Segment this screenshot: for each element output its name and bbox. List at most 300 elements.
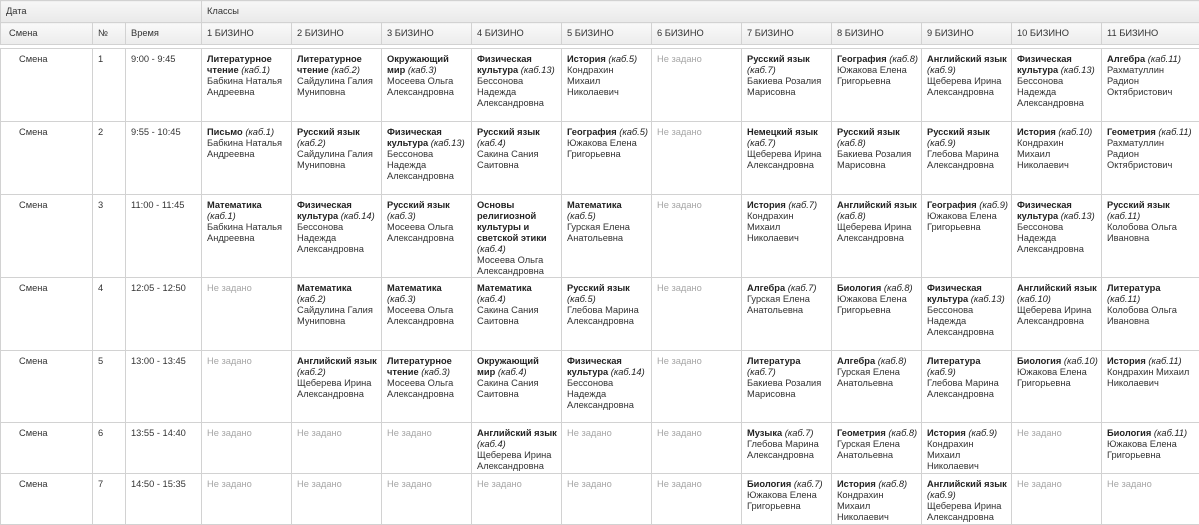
room-number: (каб.7)	[787, 283, 817, 293]
subject-name: История	[567, 54, 606, 64]
lesson-time-cell: 9:55 - 10:45	[126, 122, 202, 195]
empty-lesson-text: Не задано	[657, 479, 702, 489]
subject-name: Английский язык	[477, 428, 557, 438]
lesson-cell[interactable]	[472, 49, 562, 122]
empty-lesson-cell[interactable]	[1102, 474, 1199, 525]
empty-lesson-text: Не задано	[477, 479, 522, 489]
teacher-name: Мосеева Ольга Александровна	[387, 222, 454, 243]
class-column-header: 1 БИЗИНО	[202, 23, 292, 45]
lesson-cell[interactable]	[202, 122, 292, 195]
subject-name: Литературное чтение	[387, 356, 452, 377]
lesson-cell[interactable]	[562, 195, 652, 278]
room-number: (каб.10)	[1063, 356, 1098, 366]
room-number: (каб.10)	[1017, 294, 1051, 304]
teacher-name: Бессонова Надежда Александровна	[927, 305, 994, 337]
room-number: (каб.8)	[837, 211, 866, 221]
subject-name: Биология	[1107, 428, 1152, 438]
subject-name: Русский язык	[477, 127, 540, 137]
teacher-name: Кондрахин Михаил Николаевич	[1017, 138, 1069, 170]
empty-lesson-text: Не задано	[207, 356, 252, 366]
teacher-name: Бессонова Надежда Александровна	[567, 378, 634, 410]
empty-lesson-cell[interactable]	[652, 122, 742, 195]
room-number: (каб.8)	[878, 479, 908, 489]
lesson-cell[interactable]	[832, 423, 922, 474]
room-number: (каб.7)	[747, 367, 776, 377]
teacher-name: Гурская Елена Анатольевна	[747, 294, 810, 315]
empty-lesson-cell[interactable]	[652, 49, 742, 122]
empty-lesson-text: Не задано	[1017, 428, 1062, 438]
class-column-header: 4 БИЗИНО	[472, 23, 562, 45]
teacher-name: Бакиева Розалия Марисовна	[747, 378, 822, 399]
teacher-name: Южакова Елена Григорьевна	[567, 138, 637, 159]
empty-lesson-cell[interactable]	[202, 474, 292, 525]
subject-name: Русский язык	[837, 127, 900, 137]
subject-name: История	[1107, 356, 1146, 366]
smena-cell: Смена	[1, 351, 93, 423]
teacher-name: Бессонова Надежда Александровна	[1017, 222, 1084, 254]
lesson-cell[interactable]	[562, 49, 652, 122]
teacher-name: Глебова Марина Александровна	[927, 378, 999, 399]
room-number: (каб.3)	[387, 211, 416, 221]
lesson-cell[interactable]	[832, 122, 922, 195]
teacher-name: Щеберева Ирина Александровна	[477, 450, 552, 471]
lesson-cell[interactable]	[742, 278, 832, 351]
teacher-name: Сакина Сания Саитовна	[477, 378, 539, 399]
lesson-cell[interactable]	[922, 423, 1012, 474]
class-column-header: 10 БИЗИНО	[1012, 23, 1102, 45]
room-number: (каб.4)	[497, 367, 527, 377]
teacher-name: Сакина Сания Саитовна	[477, 305, 539, 326]
smena-cell: Смена	[1, 423, 93, 474]
empty-lesson-text: Не задано	[657, 127, 702, 137]
lesson-cell[interactable]	[1102, 195, 1199, 278]
lesson-cell[interactable]	[472, 195, 562, 278]
empty-lesson-text: Не задано	[387, 479, 432, 489]
teacher-name: Бакиева Розалия Марисовна	[837, 149, 912, 170]
room-number: (каб.3)	[407, 65, 437, 75]
subject-name: Литературное чтение	[207, 54, 272, 75]
lesson-cell[interactable]	[1012, 278, 1102, 351]
teacher-name: Щеберева Ирина Александровна	[297, 378, 372, 399]
lesson-cell[interactable]	[472, 278, 562, 351]
subject-name: Русский язык	[567, 283, 630, 293]
subject-name: Английский язык	[927, 479, 1007, 489]
empty-lesson-cell[interactable]	[1012, 474, 1102, 525]
room-number: (каб.13)	[970, 294, 1005, 304]
lesson-cell[interactable]	[382, 278, 472, 351]
lesson-number-cell: 1	[93, 49, 126, 122]
empty-lesson-cell[interactable]	[1012, 423, 1102, 474]
room-number: (каб.5)	[567, 294, 596, 304]
empty-lesson-cell[interactable]	[202, 423, 292, 474]
room-number: (каб.3)	[387, 294, 416, 304]
room-number: (каб.2)	[297, 138, 326, 148]
lesson-time-cell: 12:05 - 12:50	[126, 278, 202, 351]
empty-lesson-text: Не задано	[297, 428, 342, 438]
lesson-row	[1, 49, 1199, 122]
empty-lesson-cell[interactable]	[382, 423, 472, 474]
empty-lesson-cell[interactable]	[292, 423, 382, 474]
room-number: (каб.2)	[297, 294, 326, 304]
subject-name: История	[1017, 127, 1056, 137]
teacher-name: Бессонова Надежда Александровна	[387, 149, 454, 181]
lesson-cell[interactable]	[922, 474, 1012, 525]
empty-lesson-text: Не задано	[657, 54, 702, 64]
smena-cell: Смена	[1, 195, 93, 278]
lesson-cell[interactable]	[382, 195, 472, 278]
room-number: (каб.11)	[1107, 211, 1141, 221]
room-number: (каб.4)	[477, 294, 506, 304]
room-number: (каб.13)	[1060, 65, 1095, 75]
subject-name: Письмо	[207, 127, 243, 137]
subject-name: Окружающий мир	[477, 356, 539, 377]
subject-name: Основы религиозной культуры и светской этики	[477, 200, 547, 243]
lesson-time-cell: 13:00 - 13:45	[126, 351, 202, 423]
teacher-name: Мосеева Ольга Александровна	[387, 76, 454, 97]
subject-name: Математика	[387, 283, 442, 293]
room-number: (каб.7)	[747, 138, 776, 148]
room-number: (каб.2)	[331, 65, 360, 75]
lesson-cell[interactable]	[832, 49, 922, 122]
teacher-name: Сайдулина Галия Муниповна	[297, 76, 373, 97]
teacher-name: Мосеева Ольга Александровна	[477, 255, 544, 276]
empty-lesson-text: Не задано	[1017, 479, 1062, 489]
teacher-name: Бабкина Наталья Андреевна	[207, 222, 283, 243]
room-number: (каб.7)	[784, 428, 814, 438]
room-number: (каб.1)	[245, 127, 275, 137]
lesson-cell[interactable]	[1012, 351, 1102, 423]
teacher-name: Колобова Ольга Ивановна	[1107, 305, 1177, 326]
subject-name: Русский язык	[747, 54, 810, 64]
lesson-number-cell: 2	[93, 122, 126, 195]
room-number: (каб.1)	[241, 65, 270, 75]
room-number: (каб.2)	[297, 367, 326, 377]
subject-name: Русский язык	[297, 127, 360, 137]
date-header: Дата	[1, 1, 202, 23]
subject-name: Английский язык	[297, 356, 377, 366]
teacher-name: Глебова Марина Александровна	[927, 149, 999, 170]
teacher-name: Бессонова Надежда Александровна	[1017, 76, 1084, 108]
room-number: (каб.8)	[888, 428, 918, 438]
empty-lesson-text: Не задано	[1107, 479, 1152, 489]
lesson-row	[1, 278, 1199, 351]
subject-name: Биология	[1017, 356, 1062, 366]
subject-name: Биология	[837, 283, 882, 293]
teacher-name: Колобова Ольга Ивановна	[1107, 222, 1177, 243]
lesson-row	[1, 122, 1199, 195]
teacher-name: Южакова Елена Григорьевна	[837, 65, 907, 86]
subject-name: Геометрия	[1107, 127, 1156, 137]
lesson-cell[interactable]	[742, 423, 832, 474]
subject-name: Математика	[207, 200, 262, 210]
subject-name: Физическая культура	[567, 356, 622, 377]
teacher-name: Гурская Елена Анатольевна	[837, 439, 900, 460]
room-number: (каб.11)	[1107, 294, 1141, 304]
lesson-cell[interactable]	[742, 122, 832, 195]
subject-name: История	[747, 200, 786, 210]
empty-lesson-cell[interactable]	[202, 351, 292, 423]
time-column-header: Время	[126, 23, 202, 45]
teacher-name: Глебова Марина Александровна	[567, 305, 639, 326]
subject-name: География	[567, 127, 617, 137]
empty-lesson-text: Не задано	[207, 428, 252, 438]
room-number: (каб.5)	[567, 211, 596, 221]
lesson-cell[interactable]	[922, 49, 1012, 122]
subject-name: Русский язык	[387, 200, 450, 210]
lesson-cell[interactable]	[472, 423, 562, 474]
empty-lesson-cell[interactable]	[652, 278, 742, 351]
teacher-name: Щеберева Ирина Александровна	[1017, 305, 1092, 326]
teacher-name: Щеберева Ирина Александровна	[747, 149, 822, 170]
room-number: (каб.8)	[883, 283, 913, 293]
room-number: (каб.13)	[1060, 211, 1095, 221]
lesson-row	[1, 351, 1199, 423]
teacher-name: Южакова Елена Григорьевна	[747, 490, 817, 511]
empty-lesson-cell[interactable]	[652, 351, 742, 423]
subject-name: Английский язык	[1017, 283, 1097, 293]
lesson-cell[interactable]	[292, 122, 382, 195]
room-number: (каб.7)	[747, 65, 776, 75]
room-number: (каб.4)	[477, 439, 506, 449]
room-number: (каб.11)	[1148, 356, 1182, 366]
lesson-cell[interactable]	[562, 278, 652, 351]
teacher-name: Рахматуллин Радион Октябристович	[1107, 138, 1173, 170]
room-number: (каб.5)	[608, 54, 638, 64]
lesson-time-cell: 13:55 - 14:40	[126, 423, 202, 474]
lesson-cell[interactable]	[1102, 122, 1199, 195]
subject-name: История	[837, 479, 876, 489]
lesson-cell[interactable]	[832, 195, 922, 278]
room-number: (каб.14)	[340, 211, 375, 221]
lesson-number-cell: 3	[93, 195, 126, 278]
teacher-name: Мосеева Ольга Александровна	[387, 305, 454, 326]
subject-name: Математика	[297, 283, 352, 293]
lesson-cell[interactable]	[202, 49, 292, 122]
class-column-header: 5 БИЗИНО	[562, 23, 652, 45]
teacher-name: Гурская Елена Анатольевна	[837, 367, 900, 388]
subject-name: Физическая культура	[927, 283, 982, 304]
subject-name: Алгебра	[837, 356, 876, 366]
lesson-cell[interactable]	[832, 474, 922, 525]
room-number: (каб.8)	[889, 54, 918, 64]
lesson-cell[interactable]	[832, 278, 922, 351]
lesson-number-cell: 5	[93, 351, 126, 423]
lesson-cell[interactable]	[1102, 49, 1199, 122]
subject-name: Физическая культура	[1017, 200, 1072, 221]
lesson-cell[interactable]	[292, 49, 382, 122]
lesson-cell[interactable]	[922, 278, 1012, 351]
teacher-name: Кондрахин Михаил Николаевич	[567, 65, 619, 97]
teacher-name: Щеберева Ирина Александровна	[927, 501, 1002, 522]
subject-name: Русский язык	[1107, 200, 1170, 210]
class-column-header: 8 БИЗИНО	[832, 23, 922, 45]
lesson-cell[interactable]	[922, 122, 1012, 195]
header-row-top	[1, 1, 1199, 23]
teacher-name: Кондрахин Михаил Николаевич	[1107, 367, 1190, 388]
lesson-number-cell: 4	[93, 278, 126, 351]
class-column-header: 7 БИЗИНО	[742, 23, 832, 45]
room-number: (каб.11)	[1158, 127, 1192, 137]
smena-column-header: Смена	[1, 23, 93, 45]
class-column-header: 9 БИЗИНО	[922, 23, 1012, 45]
room-number: (каб.5)	[619, 127, 648, 137]
room-number: (каб.4)	[477, 244, 506, 254]
teacher-name: Гурская Елена Анатольевна	[567, 222, 630, 243]
teacher-name: Южакова Елена Григорьевна	[1017, 367, 1087, 388]
room-number: (каб.9)	[927, 65, 956, 75]
teacher-name: Бессонова Надежда Александровна	[477, 76, 544, 108]
empty-lesson-cell[interactable]	[652, 423, 742, 474]
lesson-cell[interactable]	[562, 351, 652, 423]
subject-name: Английский язык	[927, 54, 1007, 64]
subject-name: Литература	[1107, 283, 1161, 293]
lesson-cell[interactable]	[382, 351, 472, 423]
teacher-name: Бакиева Розалия Марисовна	[747, 76, 822, 97]
subject-name: Русский язык	[927, 127, 990, 137]
teacher-name: Щеберева Ирина Александровна	[837, 222, 912, 243]
subject-name: Физическая культура	[387, 127, 442, 148]
subject-name: Физическая культура	[477, 54, 532, 75]
subject-name: Биология	[747, 479, 792, 489]
room-number: (каб.11)	[1147, 54, 1181, 64]
empty-lesson-text: Не задано	[387, 428, 432, 438]
class-column-header: 11 БИЗИНО	[1102, 23, 1199, 45]
empty-lesson-text: Не задано	[657, 428, 702, 438]
lesson-cell[interactable]	[472, 122, 562, 195]
subject-name: Литература	[927, 356, 981, 366]
lesson-row	[1, 474, 1199, 525]
room-number: (каб.14)	[610, 367, 645, 377]
lesson-cell[interactable]	[922, 195, 1012, 278]
lesson-cell[interactable]	[1012, 195, 1102, 278]
teacher-name: Южакова Елена Григорьевна	[837, 294, 907, 315]
teacher-name: Щеберева Ирина Александровна	[927, 76, 1002, 97]
teacher-name: Южакова Елена Григорьевна	[927, 211, 997, 232]
lesson-cell[interactable]	[922, 351, 1012, 423]
lesson-cell[interactable]	[742, 49, 832, 122]
lesson-cell[interactable]	[292, 195, 382, 278]
teacher-name: Мосеева Ольга Александровна	[387, 378, 454, 399]
number-column-header: №	[93, 23, 126, 45]
lesson-cell[interactable]	[1102, 351, 1199, 423]
smena-cell: Смена	[1, 122, 93, 195]
subject-name: Литературное чтение	[297, 54, 362, 75]
room-number: (каб.9)	[968, 428, 998, 438]
empty-lesson-text: Не задано	[567, 428, 612, 438]
empty-lesson-text: Не задано	[657, 356, 702, 366]
subject-name: Математика	[567, 200, 622, 210]
teacher-name: Сакина Сания Саитовна	[477, 149, 539, 170]
room-number: (каб.9)	[927, 138, 956, 148]
subject-name: Алгебра	[1107, 54, 1146, 64]
subject-name: История	[927, 428, 966, 438]
lesson-cell[interactable]	[742, 195, 832, 278]
teacher-name: Кондрахин Михаил Николаевич	[927, 439, 979, 471]
lesson-time-cell: 14:50 - 15:35	[126, 474, 202, 525]
lesson-cell[interactable]	[292, 351, 382, 423]
teacher-name: Рахматуллин Радион Октябристович	[1107, 65, 1173, 97]
teacher-name: Бабкина Наталья Андреевна	[207, 76, 283, 97]
room-number: (каб.9)	[927, 367, 956, 377]
room-number: (каб.9)	[979, 200, 1008, 210]
classes-header: Классы	[202, 1, 1199, 23]
room-number: (каб.3)	[421, 367, 450, 377]
lesson-cell[interactable]	[472, 351, 562, 423]
teacher-name: Сайдулина Галия Муниповна	[297, 149, 373, 170]
empty-lesson-cell[interactable]	[472, 474, 562, 525]
room-number: (каб.8)	[837, 138, 866, 148]
empty-lesson-text: Не задано	[207, 479, 252, 489]
lesson-cell[interactable]	[1012, 49, 1102, 122]
smena-cell: Смена	[1, 474, 93, 525]
lesson-cell[interactable]	[292, 278, 382, 351]
lesson-row	[1, 423, 1199, 474]
room-number: (каб.13)	[520, 65, 555, 75]
room-number: (каб.4)	[477, 138, 506, 148]
subject-name: География	[927, 200, 977, 210]
subject-name: Математика	[477, 283, 532, 293]
subject-name: Физическая культура	[1017, 54, 1072, 75]
empty-lesson-cell[interactable]	[652, 195, 742, 278]
lesson-number-cell: 7	[93, 474, 126, 525]
class-column-header: 6 БИЗИНО	[652, 23, 742, 45]
lesson-cell[interactable]	[742, 474, 832, 525]
empty-lesson-cell[interactable]	[382, 474, 472, 525]
empty-lesson-cell[interactable]	[292, 474, 382, 525]
subject-name: Окружающий мир	[387, 54, 449, 75]
lesson-cell[interactable]	[382, 122, 472, 195]
room-number: (каб.7)	[788, 200, 818, 210]
room-number: (каб.8)	[877, 356, 907, 366]
room-number: (каб.1)	[207, 211, 236, 221]
empty-lesson-text: Не задано	[207, 283, 252, 293]
subject-name: Алгебра	[747, 283, 786, 293]
empty-lesson-cell[interactable]	[562, 474, 652, 525]
lesson-time-cell: 11:00 - 11:45	[126, 195, 202, 278]
lesson-cell[interactable]	[202, 195, 292, 278]
lesson-cell[interactable]	[1102, 278, 1199, 351]
room-number: (каб.11)	[1153, 428, 1188, 438]
empty-lesson-cell[interactable]	[562, 423, 652, 474]
lesson-row	[1, 195, 1199, 278]
smena-cell: Смена	[1, 278, 93, 351]
teacher-name: Кондрахин Михаил Николаевич	[747, 211, 799, 243]
empty-lesson-text: Не задано	[297, 479, 342, 489]
subject-name: География	[837, 54, 887, 64]
lesson-cell[interactable]	[382, 49, 472, 122]
subject-name: Геометрия	[837, 428, 886, 438]
empty-lesson-cell[interactable]	[652, 474, 742, 525]
lesson-cell[interactable]	[832, 351, 922, 423]
lesson-cell[interactable]	[562, 122, 652, 195]
empty-lesson-cell[interactable]	[202, 278, 292, 351]
header-row-columns	[1, 23, 1199, 45]
subject-name: Музыка	[747, 428, 783, 438]
class-column-header: 2 БИЗИНО	[292, 23, 382, 45]
lesson-cell[interactable]	[1012, 122, 1102, 195]
room-number: (каб.9)	[927, 490, 956, 500]
subject-name: Литература	[747, 356, 801, 366]
empty-lesson-text: Не задано	[657, 283, 702, 293]
smena-cell: Смена	[1, 49, 93, 122]
teacher-name: Южакова Елена Григорьевна	[1107, 439, 1177, 460]
room-number: (каб.13)	[430, 138, 465, 148]
empty-lesson-text: Не задано	[567, 479, 612, 489]
class-column-header: 3 БИЗИНО	[382, 23, 472, 45]
lesson-cell[interactable]	[742, 351, 832, 423]
room-number: (каб.10)	[1058, 127, 1093, 137]
lesson-cell[interactable]	[1102, 423, 1199, 474]
